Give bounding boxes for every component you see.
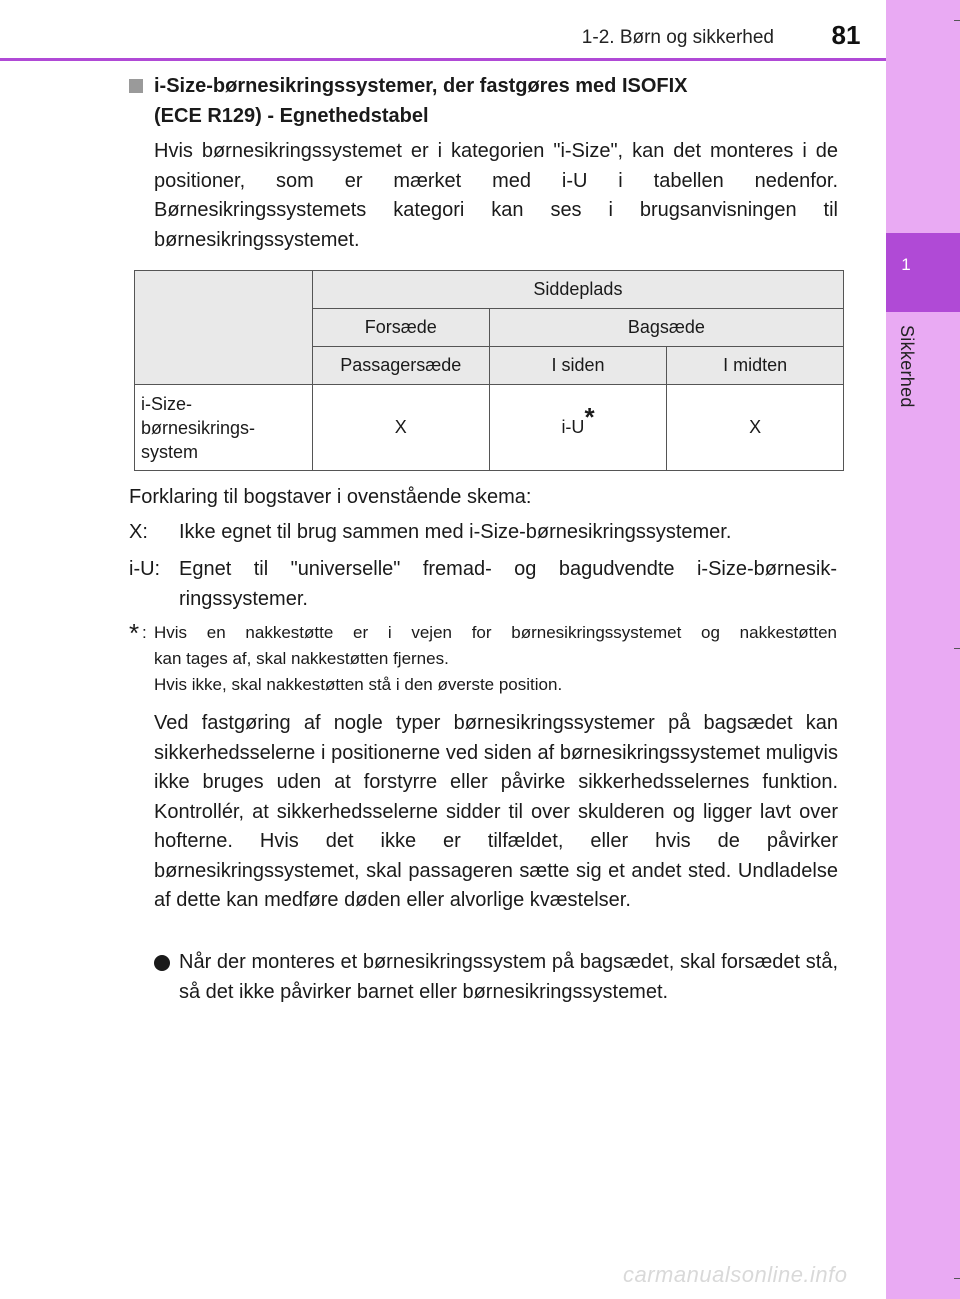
heading-line-1: i-Size-børnesikringssystemer, der fastgøres med ISOFIX — [154, 75, 688, 97]
header-outboard: I siden — [489, 347, 667, 385]
warning-paragraph: Ved fastgøring af nogle typer børnesikringssystemer på bagsædet kan sikkerhedsselerne i positionerne ved siden af børnesikringssystemet muligvis ikke bruges uden at forstyrre eller påvirke sikkerhedsselernes funktion. Kontrollér, at sikkerhedsselerne sidder til over skulderen og ligger lavt over hofterne. Hvis det ikke er tilfældet, eller hvis de påvirker børnesikringssystemet, skal passageren sætte sig et andet sted. Undladelse af dette kan medføre døden eller alvorlige kvæstelser. — [154, 712, 838, 911]
page-number: 81 — [831, 20, 861, 50]
header-center: I midten — [667, 347, 844, 385]
header-passenger-seat: Passagersæde — [312, 347, 489, 385]
footnote-line: kan tages af, skal nakkestøtten fjernes. — [154, 649, 449, 668]
table-corner-cell — [135, 271, 313, 385]
header-rear-seat: Bagsæde — [489, 309, 843, 347]
round-bullet-icon — [154, 955, 170, 971]
section-title: 1-2. Børn og sikkerhed — [581, 27, 774, 48]
row-label-isize — [135, 385, 313, 471]
cell-center-value: X — [667, 385, 844, 471]
chapter-label: Sikkerhed — [897, 325, 917, 408]
heading-line-2: (ECE R129) - Egnethedstabel — [154, 105, 429, 127]
bullet-text: Når der monteres et børnesikringssystem på bagsædet, skal forsædet stå, så det ikke påvirker barnet eller børnesikringssystemet. — [179, 951, 838, 1003]
intro-paragraph: Hvis børnesikringssystemet er i kategorien "i-Size", kan det monteres i de positioner, som er mærket med i-U i tabellen nedenfor. Børnesikringssystemets kategori kan ses i brugsanvisningen til børnesikringssystemet. — [154, 140, 838, 251]
footnote-mark: * — [584, 402, 595, 432]
footnote-line: Hvis ikke, skal nakkestøtten stå i den øverste position. — [154, 675, 563, 694]
row-label-line: system — [141, 441, 199, 462]
cell-outboard-text: i-U — [561, 417, 585, 437]
chapter-number: 1 — [901, 255, 911, 274]
footnote-line: Hvis en nakkestøtte er i vejen for børnesikringssystemet og nakkestøtten — [154, 623, 837, 642]
legend-text-line: ringssystemer. — [179, 588, 308, 610]
crop-mark — [954, 648, 960, 649]
footnote-colon: : — [142, 623, 147, 642]
watermark: carmanualsonline.info — [623, 1262, 848, 1287]
legend-item-iu — [0, 554, 886, 616]
legend-key: i-U: — [129, 558, 161, 580]
legend-text: Ikke egnet til brug sammen med i-Size-børnesikringssystemer. — [179, 521, 732, 543]
legend-text-line: Egnet til "universelle" fremad- og bagudvendte i-Size-børnesik- — [179, 558, 837, 580]
cell-passenger-value: X — [312, 385, 489, 471]
cell-outboard-value — [489, 385, 667, 471]
crop-mark — [954, 20, 960, 21]
side-band — [886, 0, 960, 1299]
legend-key: X: — [129, 521, 148, 543]
legend-text — [179, 554, 837, 614]
header-rule — [0, 58, 886, 61]
suitability-table — [134, 270, 844, 471]
square-bullet-icon — [129, 79, 143, 93]
row-label-line: i-Size- — [141, 393, 193, 414]
header-seating-position: Siddeplads — [312, 271, 843, 309]
crop-mark — [954, 1278, 960, 1279]
row-label-line: børnesikrings- — [141, 417, 256, 438]
footnote-star: * — [129, 618, 140, 648]
header-front-seat: Forsæde — [312, 309, 489, 347]
legend-intro: Forklaring til bogstaver i ovenstående skema: — [129, 486, 532, 508]
